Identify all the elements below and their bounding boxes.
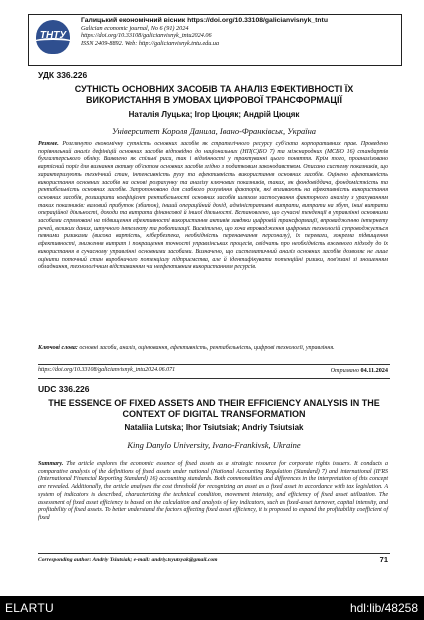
- journal-title-en: Galician economic journal, No 6 (91) 2024: [81, 24, 189, 32]
- affiliation-ua: Університет Короля Данила, Івано-Франківськ, Україна: [111, 126, 317, 136]
- abstract-en: [38, 461, 388, 523]
- repository-name: ELARTU: [5, 601, 54, 615]
- received-value: 04.11.2024: [360, 367, 388, 374]
- udc-ua: УДК 336.226: [38, 70, 88, 80]
- journal-logo: ТНТУ: [33, 20, 73, 58]
- journal-header-text: [81, 17, 397, 47]
- page-number: 71: [379, 555, 388, 564]
- divider-top: [38, 364, 390, 365]
- abstract-lead-en: Summary.: [38, 461, 64, 467]
- keywords-text-ua: основні засоби, аналіз, оцінювання, ефективність, рентабельність, цифрові технології, управління.: [79, 345, 335, 351]
- title-ua: СУТНІСТЬ ОСНОВНИХ ЗАСОБІВ ТА АНАЛІЗ ЕФЕКТИВНОСТІ ЇХ ВИКОРИСТАННЯ В УМОВАХ ЦИФРОВОЇ ТРАНСФОРМАЦІЇ: [74, 84, 354, 105]
- corresponding-author: Corresponding author: Andriy Tsiutsiak; e-mail: andriy.tsyutsyak@gmail.com: [38, 557, 218, 563]
- article-doi[interactable]: https://doi.org/10.33108/galicianvisnyk_tntu2024.06.071: [38, 367, 176, 373]
- abstract-text-en: The article explores the economic essence of fixed assets as a strategic resource for corporate rights issuers. It conducts a comparative analysis of the definitions of fixed assets under national (National Accounting Regulation (Standard) 7) and international (IFRS (International Financial Reporting Standard) 16) accounting standards. Both commonalities and differences in the interpretation of this concept are revealed. Additionally, the article analyses the cost threshold for recognizing an asset as a fixed asset in accordance with tax legislation. A system of indicators is described, characterizing the technical condition, movement intensity, and efficiency of fixed asset utilization. The assessment of fixed asset efficiency is based on the calculation and analysis of key indicators, such as fixed-asset turnover, capital intensity, and profitability of fixed assets. To better understand the factors affecting fixed asset efficiency, it is proposed to expand the profitability coefficient of fixed: [38, 461, 388, 521]
- keywords-ua: [38, 345, 388, 353]
- abstract-text-ua: Розглянуто економічну сутність основних засобів як стратегічного ресурсу суб'єкта корпоративних прав. Проведено порівняльний аналіз дефініцій основних засобів відповідно до національних (НП(С)БО 7) та міжнародних (МСБО 16) стандартів бухгалтерського обліку. Виявлено як спільні риси, так і відмінності у трактуванні цього поняття. Крім того, проаналізовано вартісний поріг для визнання активу об'єктом основних засобів згідно з податковим законодавством. Описано систему показників, що характеризують технічний стан, інтенсивність руху та ефективність використання основних засобів. Оцінено ефективність використання основних засобів на основі розрахунку та аналізу ключових показників, таких, як фондовіддача, фондомісткість та рентабельність основних засобів. Запропоновано для слабкого розуміння факторів, які впливають на ефективність використання основних засобів, розширити коефіцієнт рентабельності основних засобів шляхом застосування факторного аналізу з урахуванням таких показників: валовий прибуток (збиток), інший операційний дохід, адміністративні витрати, витрати на збут, інші витрати операційної діяльності, доходи та витрати фінансової й іншої діяльності. Встановлено, що сучасні тенденції в управлінні основними засобами спрямовані на підвищення ефективності використання активів завдяки цифровій трансформації, впровадженню інтернету речей, великих даних, штучного інтелекту та роботизації. Висвітлено, що хоча впровадження цифрових технологій супроводжується певними ризиками (висока вартість, кібербезпека, необхідність перенавчання персоналу), їх переваги, зокрема підвищення ефективності, зниження витрат і покращення точності управлінських процесів, свідчать про необхідність вжевного підходу до їх використання в сучасному управлінні основними засобами. Визначено, що систематичний аналіз основних засобів дозволяє не лише оцінити поточний стан виробничого потенціалу підприємства, але й ідентифікувати потенційні ризики, пов'язані зі зношенням обладнання, технологічним відставанням чи неефективним використанням ресурсів.: [38, 141, 389, 271]
- affiliation-en: King Danylo University, Ivano-Frankivsk, Ukraine: [127, 440, 301, 450]
- authors-ua: Наталія Луцька; Ігор Цюцяк; Андрій Цюцяк: [128, 110, 300, 119]
- abstract-ua: [38, 141, 388, 272]
- journal-doi: https://doi.org/10.33108/galicianvisnyk_tntu2024.06: [81, 32, 212, 39]
- journal-issn: ISSN 2409-8892. Web: http://galicianvisnyk.tntu.edu.ua: [81, 39, 220, 47]
- abstract-lead-ua: Резюме.: [38, 141, 59, 147]
- repository-footer: [0, 596, 424, 620]
- journal-header: [28, 14, 402, 66]
- udc-en: UDC 336.226: [38, 384, 90, 394]
- received-date: [331, 367, 388, 374]
- received-label: Отримано: [330, 367, 359, 374]
- divider-footer: [38, 553, 390, 554]
- divider-bottom: [38, 378, 390, 379]
- authors-en: Nataliia Lutska; Ihor Tsiutsiak; Andriy Tsiutsiak: [124, 423, 304, 432]
- title-en: THE ESSENCE OF FIXED ASSETS AND THEIR EFFICIENCY ANALYSIS IN THE CONTEXT OF DIGITAL TRANSFORMATION: [48, 398, 380, 419]
- journal-title-ua: Галицький економічний вісник https://doi.org/10.33108/galicianvisnyk_tntu: [81, 17, 328, 24]
- handle-id[interactable]: hdl:lib/48258: [349, 601, 418, 615]
- keywords-lead-ua: Ключові слова:: [38, 345, 78, 351]
